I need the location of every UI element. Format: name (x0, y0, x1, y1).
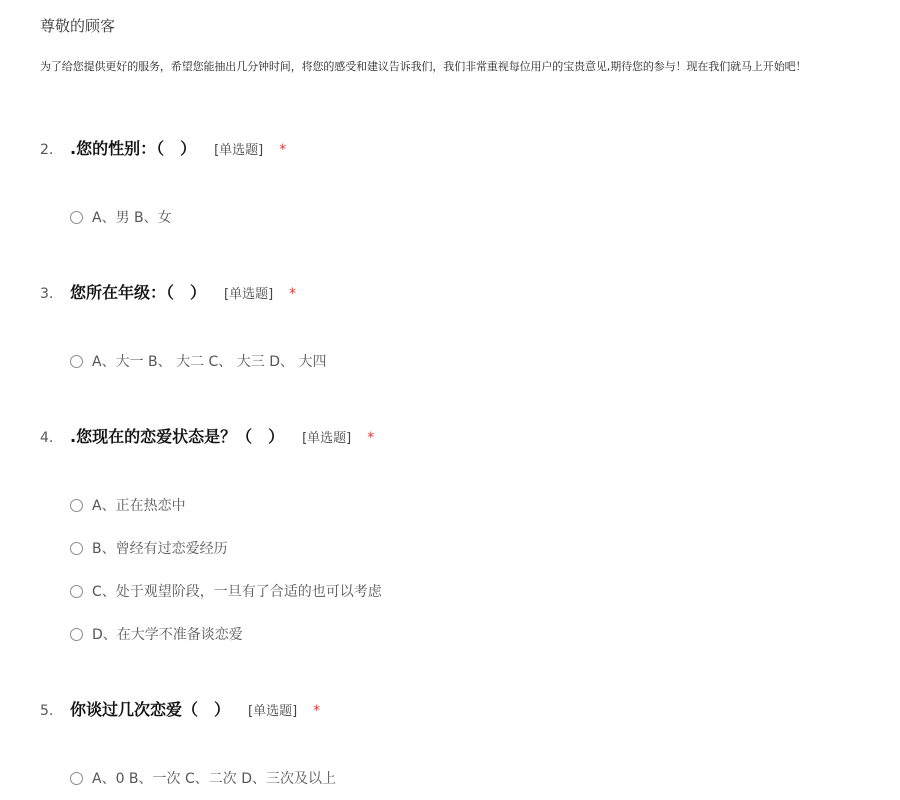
question-title: .您现在的恋爱状态是？（ ） (70, 427, 285, 446)
radio-circle-icon[interactable] (70, 542, 83, 555)
question-title: 您所在年级：（ ） (70, 283, 207, 302)
question-relationship-count (40, 697, 880, 787)
question-gender (40, 136, 880, 226)
question-relationship-status (40, 424, 880, 643)
question-type-label: [单选题] (302, 431, 352, 446)
required-marker: * (367, 430, 375, 446)
option-label: C、处于观望阶段，一旦有了合适的也可以考虑 (92, 584, 382, 600)
required-marker: * (313, 703, 321, 719)
option-status-a[interactable] (70, 495, 186, 515)
option-gender[interactable] (70, 207, 172, 227)
option-status-d[interactable] (70, 624, 243, 644)
radio-circle-icon[interactable] (70, 211, 83, 224)
radio-circle-icon[interactable] (70, 585, 83, 598)
question-number: 3. (40, 286, 54, 302)
question-type-label: [单选题] (214, 143, 264, 158)
greeting-heading: 尊敬的顾客 (40, 17, 116, 35)
radio-circle-icon[interactable] (70, 772, 83, 785)
option-status-c[interactable] (70, 581, 382, 601)
option-label: D、在大学不准备谈恋爱 (92, 627, 243, 643)
question-title: 你谈过几次恋爱（ ） (70, 700, 231, 719)
radio-circle-icon[interactable] (70, 499, 83, 512)
option-label: A、0 B、一次 C、二次 D、三次及以上 (92, 771, 336, 787)
option-label: A、大一 B、 大二 C、 大三 D、 大四 (92, 354, 327, 370)
option-label: B、曾经有过恋爱经历 (92, 541, 228, 557)
radio-circle-icon[interactable] (70, 628, 83, 641)
radio-circle-icon[interactable] (70, 355, 83, 368)
question-number: 5. (40, 703, 54, 719)
question-title: .您的性别：（ ） (70, 139, 197, 158)
question-type-label: [单选题] (224, 287, 274, 302)
required-marker: * (289, 286, 297, 302)
option-count[interactable] (70, 768, 336, 788)
option-grade[interactable] (70, 351, 326, 371)
question-header (40, 136, 880, 159)
option-status-b[interactable] (70, 538, 228, 558)
question-type-label: [单选题] (248, 704, 298, 719)
option-label: A、正在热恋中 (92, 498, 186, 514)
question-header (40, 697, 880, 720)
required-marker: * (279, 142, 287, 158)
question-header (40, 424, 880, 447)
intro-text: 为了给您提供更好的服务，希望您能抽出几分钟时间，将您的感受和建议告诉我们，我们非常重视每位用户的宝贵意见,期待您的参与！现在我们就马上开始吧！ (40, 60, 807, 73)
question-number: 4. (40, 430, 54, 446)
question-number: 2. (40, 142, 54, 158)
question-grade (40, 280, 880, 370)
option-label: A、男 B、女 (92, 210, 172, 226)
question-header (40, 280, 880, 303)
